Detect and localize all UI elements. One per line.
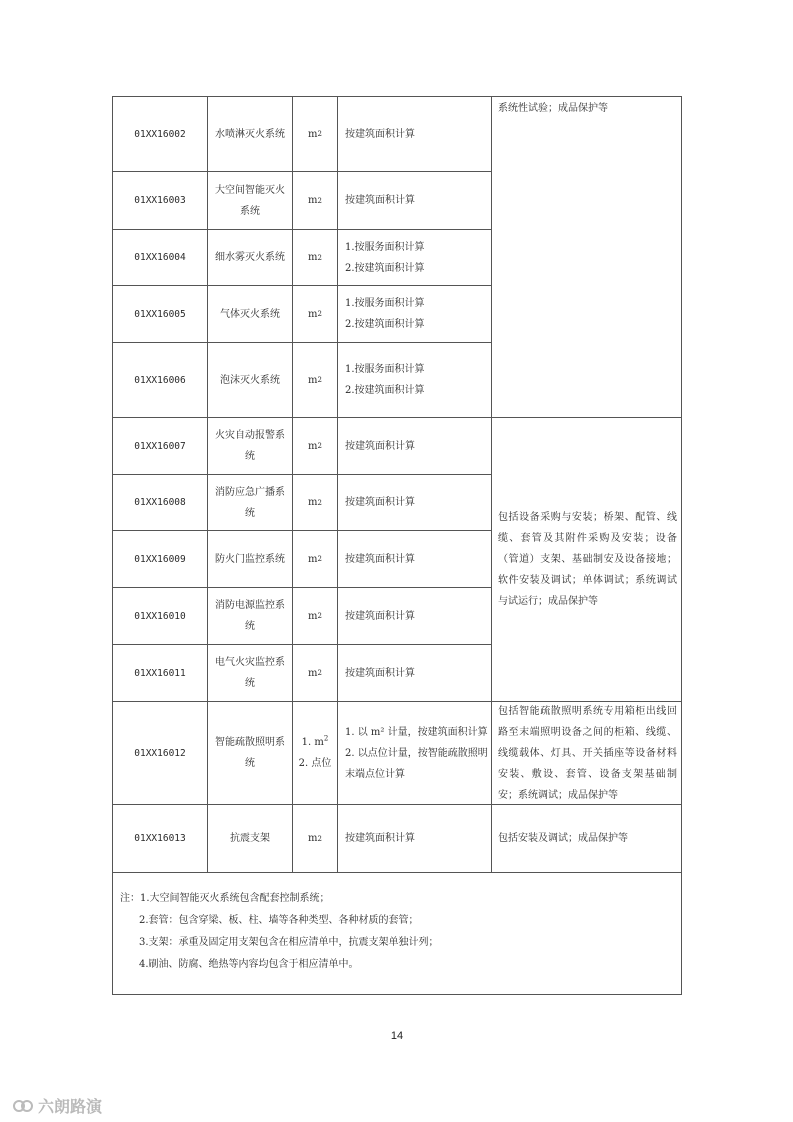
item-unit: m 2 <box>293 286 337 342</box>
work-content-group4: 包括安装及调试；成品保护等 <box>498 833 628 844</box>
rule-line: 按建筑面积计算 <box>345 553 415 565</box>
rule-line: 1. 以 m² 计量，按建筑面积计算 <box>345 726 488 738</box>
rule-line: 1.按服务面积计算 <box>345 241 425 253</box>
rule-line: 按建筑面积计算 <box>345 497 415 508</box>
item-code: 01XX16006 <box>134 374 186 386</box>
item-code: 01XX16009 <box>134 553 186 565</box>
item-name: 气体灭火系统 <box>220 308 280 320</box>
item-name: 消防应急广播系统 <box>215 486 285 519</box>
row-divider <box>112 872 681 873</box>
item-unit: m 2 <box>293 418 337 474</box>
work-content-group1: 系统性试验；成品保护等 <box>498 102 608 114</box>
item-unit: m 2 <box>293 97 337 171</box>
table-notes <box>120 888 670 976</box>
item-unit: m 2 <box>293 645 337 701</box>
unit-text: m <box>308 440 318 452</box>
item-code: 01XX16004 <box>134 252 186 263</box>
item-rule <box>338 97 491 171</box>
item-rule <box>338 588 491 644</box>
watermark-text: 六朗路演 <box>38 1099 103 1116</box>
item-code: 01XX16013 <box>134 833 186 844</box>
note-item: 注：1.大空间智能灭火系统包含配套控制系统； <box>120 893 330 904</box>
item-unit: m 2 <box>293 475 337 530</box>
unit-text: 1. m <box>301 737 324 748</box>
unit-text: m <box>308 833 318 844</box>
item-rule <box>338 230 491 285</box>
item-rule <box>338 343 491 417</box>
rule-line: 2.按建筑面积计算 <box>345 319 425 330</box>
work-content-group3: 包括智能疏散照明系统专用箱柜出线回路至末端照明设备之间的柜箱、线缆、线缆载体、灯具、开关插座等设备材料安装、敷设、套管、设备支架基础制安；系统调试；成品保护等 <box>498 705 677 801</box>
item-rule <box>338 805 491 872</box>
unit-text: m <box>308 497 318 508</box>
item-rule <box>338 702 491 804</box>
rule-line: 按建筑面积计算 <box>345 128 415 140</box>
watermark <box>12 1094 102 1117</box>
note-item: 4.刷油、防腐、绝热等内容均包含于相应清单中。 <box>139 959 359 970</box>
unit-text: m <box>308 128 318 140</box>
unit-text: m <box>308 195 318 206</box>
item-rule <box>338 418 491 474</box>
unit-text: m <box>308 610 318 622</box>
item-code: 01XX16003 <box>134 195 186 206</box>
rule-line: 1.按服务面积计算 <box>345 364 425 375</box>
item-rule <box>338 172 491 229</box>
item-name: 电气火灾监控系统 <box>215 657 285 689</box>
rule-line: 2. 以点位计量，按智能疏散照明末端点位计算 <box>345 747 488 780</box>
item-rule <box>338 645 491 701</box>
item-name: 抗震支架 <box>230 833 270 844</box>
table-right-border <box>681 96 682 995</box>
item-code: 01XX16002 <box>134 128 186 140</box>
item-rule <box>338 531 491 587</box>
item-name: 智能疏散照明系统 <box>215 737 285 769</box>
rule-line: 1.按服务面积计算 <box>345 298 425 309</box>
work-content-group2: 包括设备采购与安装；桥架、配管、线缆、套管及其附件采购及安装；设备（管道）支架、基础制安及设备接地；软件安装及调试；单体调试；系统调试与试运行；成品保护等 <box>498 512 677 607</box>
unit-line <box>302 732 329 753</box>
unit-text: m <box>308 667 318 679</box>
unit-text: m <box>308 374 318 386</box>
rule-line: 按建筑面积计算 <box>345 833 415 844</box>
table-bottom-border <box>112 994 681 995</box>
item-unit: m 2 <box>293 531 337 587</box>
item-name: 大空间智能灭火系统 <box>215 184 285 217</box>
rule-line: 按建筑面积计算 <box>345 610 415 622</box>
item-unit: m 2 <box>293 230 337 285</box>
unit-line: 2. 点位 <box>298 758 332 769</box>
item-code: 01XX16012 <box>134 747 186 759</box>
note-item: 2.套管：包含穿梁、板、柱、墙等各种类型、各种材质的套管； <box>139 915 419 926</box>
page-number: 14 <box>390 1030 404 1042</box>
rule-line: 2.按建筑面积计算 <box>345 262 425 274</box>
item-code: 01XX16008 <box>134 497 186 508</box>
item-rule <box>338 286 491 342</box>
item-unit <box>293 702 337 804</box>
item-rule <box>338 475 491 530</box>
item-unit: m 2 <box>293 588 337 644</box>
item-name: 水喷淋灭火系统 <box>215 128 285 140</box>
item-code: 01XX16005 <box>134 308 186 320</box>
item-name: 消防电源监控系统 <box>215 600 285 632</box>
item-code: 01XX16007 <box>134 440 186 452</box>
item-name: 火灾自动报警系统 <box>215 430 285 462</box>
note-item: 3.支架：承重及固定用支架包含在相应清单中，抗震支架单独计列； <box>139 937 439 948</box>
rule-line: 按建筑面积计算 <box>345 440 415 452</box>
item-unit: m 2 <box>293 343 337 417</box>
item-unit: m 2 <box>293 805 337 872</box>
rule-line: 2.按建筑面积计算 <box>345 385 425 396</box>
rule-line: 按建筑面积计算 <box>345 667 415 679</box>
unit-superscript: 2 <box>323 734 329 743</box>
item-name: 防火门监控系统 <box>215 553 285 565</box>
item-code: 01XX16011 <box>134 667 186 679</box>
item-code: 01XX16010 <box>134 610 186 622</box>
watermark-logo-icon <box>12 1098 34 1114</box>
rule-line: 按建筑面积计算 <box>345 195 415 206</box>
item-name: 泡沫灭火系统 <box>220 374 280 386</box>
unit-text: m <box>308 553 318 565</box>
item-name: 细水雾灭火系统 <box>215 252 285 263</box>
unit-text: m <box>308 308 318 320</box>
item-unit: m 2 <box>293 172 337 229</box>
unit-text: m <box>308 252 318 263</box>
